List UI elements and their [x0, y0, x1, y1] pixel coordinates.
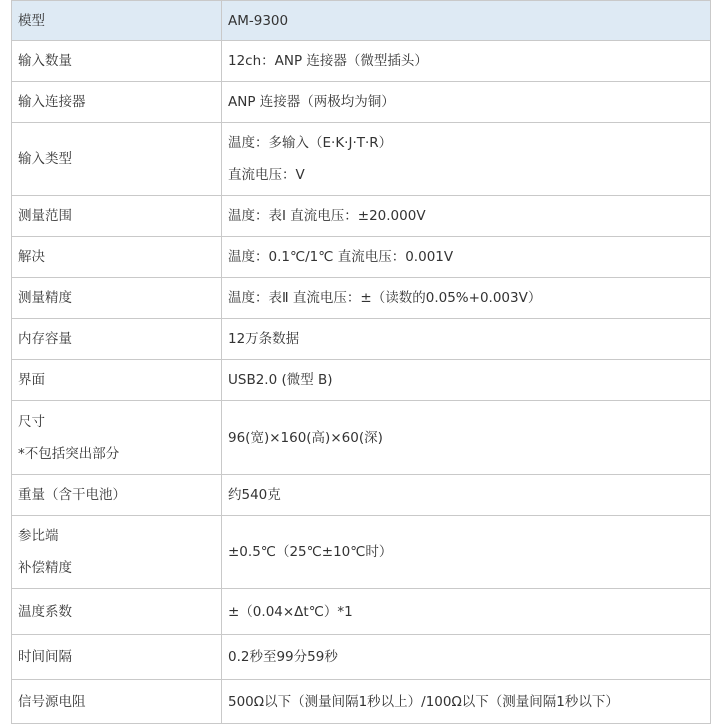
weight-label: 重量（含干电池） [18, 487, 126, 503]
input-connector-value-cell [222, 82, 710, 122]
memory-capacity-value: 12万条数据 [228, 331, 300, 347]
table-row-input-connector [11, 82, 711, 123]
input-connector-value: ANP 连接器（两极均为铜） [228, 94, 395, 110]
measurement-range-label-cell [12, 196, 222, 236]
input-count-label-cell [12, 41, 222, 81]
measurement-range-value-cell [222, 196, 710, 236]
table-row-resolution [11, 237, 711, 278]
reference-junction-compensation-label-cell [12, 516, 222, 588]
header-value: AM-9300 [228, 12, 289, 29]
dimensions-label-line-1: 尺寸 [18, 413, 45, 430]
signal-source-resistance-value-cell [222, 680, 710, 723]
table-row-signal-source-resistance [11, 680, 711, 724]
input-type-label-cell [12, 123, 222, 195]
sampling-interval-label-cell [12, 635, 222, 679]
dimensions-value: 96(宽)×160(高)×60(深) [228, 429, 383, 446]
interface-label-cell [12, 360, 222, 400]
resolution-value-cell [222, 237, 710, 277]
header-label-cell [12, 1, 222, 40]
temperature-coefficient-label-cell [12, 589, 222, 634]
resolution-label: 解决 [18, 249, 45, 265]
reference-junction-compensation-value: ±0.5℃（25℃±10℃时） [228, 544, 393, 560]
input-type-label: 输入类型 [18, 151, 72, 167]
input-connector-label: 输入连接器 [18, 94, 86, 110]
input-count-value-cell [222, 41, 710, 81]
dimensions-label-line-2: *不包括突出部分 [18, 445, 120, 462]
weight-value-cell [222, 475, 710, 515]
measurement-range-value: 温度：表Ⅰ 直流电压：±20.000V [228, 208, 426, 224]
memory-capacity-label-cell [12, 319, 222, 359]
signal-source-resistance-value: 500Ω以下（测量间隔1秒以上）/100Ω以下（测量间隔1秒以下） [228, 693, 619, 710]
reference-junction-compensation-value-cell [222, 516, 710, 588]
reference-junction-compensation-label-line-2: 补偿精度 [18, 560, 72, 576]
spec-table [11, 0, 711, 724]
table-row-memory-capacity [11, 319, 711, 360]
dimensions-label-cell [12, 401, 222, 474]
table-row-measurement-accuracy [11, 278, 711, 319]
input-type-value-line-1: 温度：多输入（E·K·J·T·R） [228, 135, 393, 151]
weight-label-cell [12, 475, 222, 515]
sampling-interval-value-cell [222, 635, 710, 679]
table-row-interface [11, 360, 711, 401]
signal-source-resistance-label-cell [12, 680, 222, 723]
signal-source-resistance-label: 信号源电阻 [18, 693, 86, 710]
measurement-accuracy-value: 温度：表Ⅱ 直流电压：±（读数的0.05%+0.003V） [228, 290, 542, 306]
measurement-accuracy-label-cell [12, 278, 222, 318]
measurement-accuracy-label: 测量精度 [18, 290, 72, 306]
input-count-value: 12ch：ANP 连接器（微型插头） [228, 53, 428, 69]
table-row-measurement-range [11, 196, 711, 237]
header-label: 模型 [18, 12, 45, 29]
table-row-sampling-interval [11, 635, 711, 680]
table-row-input-count [11, 41, 711, 82]
input-type-value-line-2: 直流电压：V [228, 167, 305, 183]
input-type-value-cell [222, 123, 710, 195]
input-count-label: 输入数量 [18, 53, 72, 69]
reference-junction-compensation-label-line-1: 参比端 [18, 528, 59, 544]
table-header-row [11, 0, 711, 41]
dimensions-value-cell [222, 401, 710, 474]
interface-value: USB2.0 (微型 B) [228, 372, 333, 388]
header-value-cell [222, 1, 710, 40]
table-row-input-type [11, 123, 711, 196]
memory-capacity-value-cell [222, 319, 710, 359]
measurement-range-label: 测量范围 [18, 208, 72, 224]
table-row-weight [11, 475, 711, 516]
interface-value-cell [222, 360, 710, 400]
weight-value: 约540克 [228, 487, 281, 503]
table-row-dimensions [11, 401, 711, 475]
measurement-accuracy-value-cell [222, 278, 710, 318]
sampling-interval-label: 时间间隔 [18, 649, 72, 665]
memory-capacity-label: 内存容量 [18, 331, 72, 347]
temperature-coefficient-label: 温度系数 [18, 603, 72, 620]
table-row-reference-junction-compensation [11, 516, 711, 589]
input-connector-label-cell [12, 82, 222, 122]
interface-label: 界面 [18, 372, 45, 388]
table-row-temperature-coefficient [11, 589, 711, 635]
temperature-coefficient-value: ±（0.04×Δt℃）*1 [228, 603, 353, 620]
sampling-interval-value: 0.2秒至99分59秒 [228, 649, 338, 665]
resolution-value: 温度：0.1℃/1℃ 直流电压：0.001V [228, 249, 454, 265]
resolution-label-cell [12, 237, 222, 277]
temperature-coefficient-value-cell [222, 589, 710, 634]
